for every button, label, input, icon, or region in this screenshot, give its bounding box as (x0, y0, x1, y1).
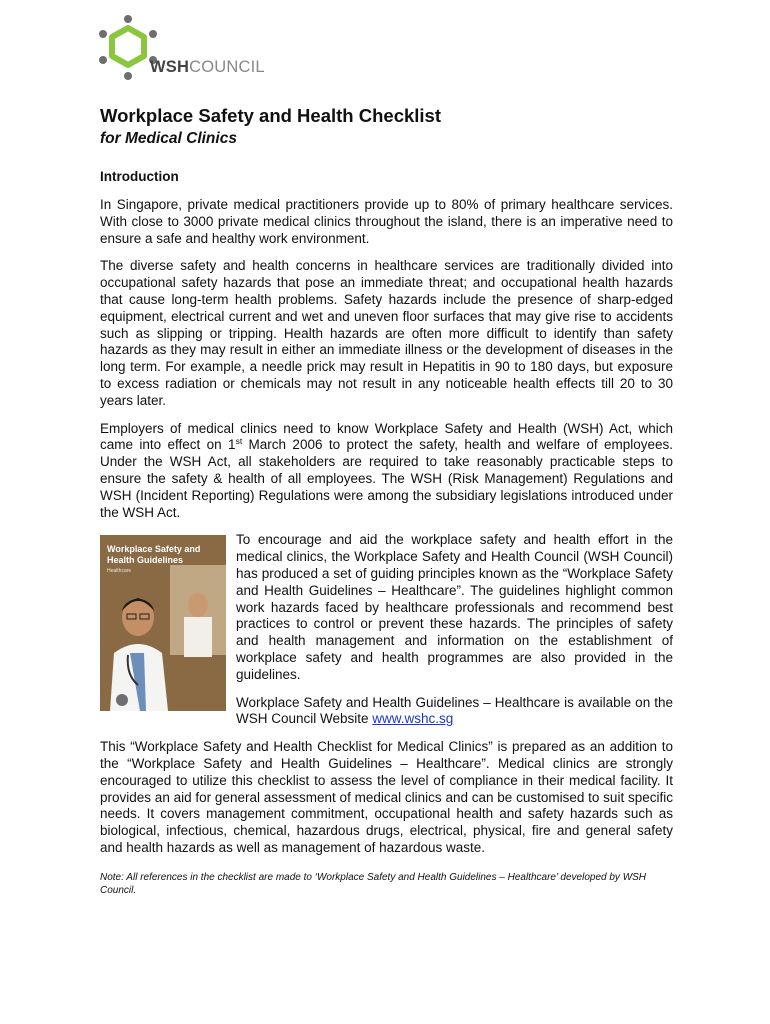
paragraph-1: In Singapore, private medical practitioners provide up to 80% of primary healthcare services. With close to 3000 private medical clinics throughout the island, there is an imperative need to ensure a safe and healthy work environment. (100, 197, 673, 246)
page-title: Workplace Safety and Health Checklist (100, 105, 441, 126)
document-body (100, 104, 673, 897)
book-cover-subtitle: Healthcare (107, 568, 132, 575)
page-subtitle: for Medical Clinics (100, 130, 237, 147)
paragraph-2: The diverse safety and health concerns in healthcare services are traditionally divided into occupational safety hazards that pose an immediate threat; and occupational health hazards that cause long-term health problems. Safety hazards include the presence of sharp-edged equipment, electrical current and wet and uneven floor surfaces that may give rise to accidents such as slipping or tripping. Health hazards are often more difficult to identify than safety hazards as they may result in either an immediate illness or the development of diseases in the long term. For example, a needle prick may result in Hepatitis in 90 to 180 days, but exposure to excess radiation or chemicals may not result in any noticeable health effects till 20 to 30 years later. (100, 258, 673, 408)
section-heading-introduction: Introduction (100, 169, 179, 184)
wshc-website-link[interactable]: www.wshc.sg (372, 711, 454, 727)
logo-wordmark: WSHCOUNCIL (150, 58, 265, 76)
guidelines-book-cover-image (100, 535, 226, 711)
paragraph-5: Workplace Safety and Health Guidelines – Healthcare is available on the WSH Council Website www.wshc.sg (236, 694, 673, 727)
wsh-logo-mark-icon (98, 14, 158, 84)
paragraph-6: This “Workplace Safety and Health Checklist for Medical Clinics” is prepared as an addition to the “Workplace Safety and Health Guidelines – Healthcare”. Medical clinics are strongly encouraged to utilize this checklist to assess the level of compliance in their medical facility. It provides an aid for general assessment of medical clinics and can be customised to suit specific needs. It covers management commitment, occupational health and safety hazards such as biological, infectious, chemical, hazardous drugs, electrical, physical, fire and general safety and health hazards as well as management of hazardous waste. (100, 739, 673, 855)
paragraph-3: Employers of medical clinics need to know Workplace Safety and Health (WSH) Act, which came into effect on 1st March 2006 to protect the safety, health and welfare of employees. Under the WSH Act, all stakeholders are required to take reasonably practicable steps to ensure the safety & health of all employees. The WSH (Risk Management) Regulations and WSH (Incident Reporting) Regulations were among the subsidiary legislations introduced under the WSH Act. (100, 420, 673, 520)
book-cover-title: Workplace Safety and Health Guidelines (107, 544, 201, 566)
paragraph-4: To encourage and aid the workplace safety and health effort in the medical clinics, the Workplace Safety and Health Council (WSH Council) has produced a set of guiding principles known as the “Workplace Safety and Health Guidelines – Healthcare”. The guidelines highlight common work hazards faced by healthcare professionals and recommend best practices to control or prevent these hazards. The principles of safety and health management and information on the establishment of workplace safety and health programmes are also provided in the guidelines. (236, 532, 673, 682)
footnote: Note: All references in the checklist are made to ‘Workplace Safety and Health Guidelines – Healthcare’ developed by WSH Council. (100, 871, 647, 896)
guidelines-section (100, 532, 673, 728)
wsh-council-logo (98, 14, 268, 86)
